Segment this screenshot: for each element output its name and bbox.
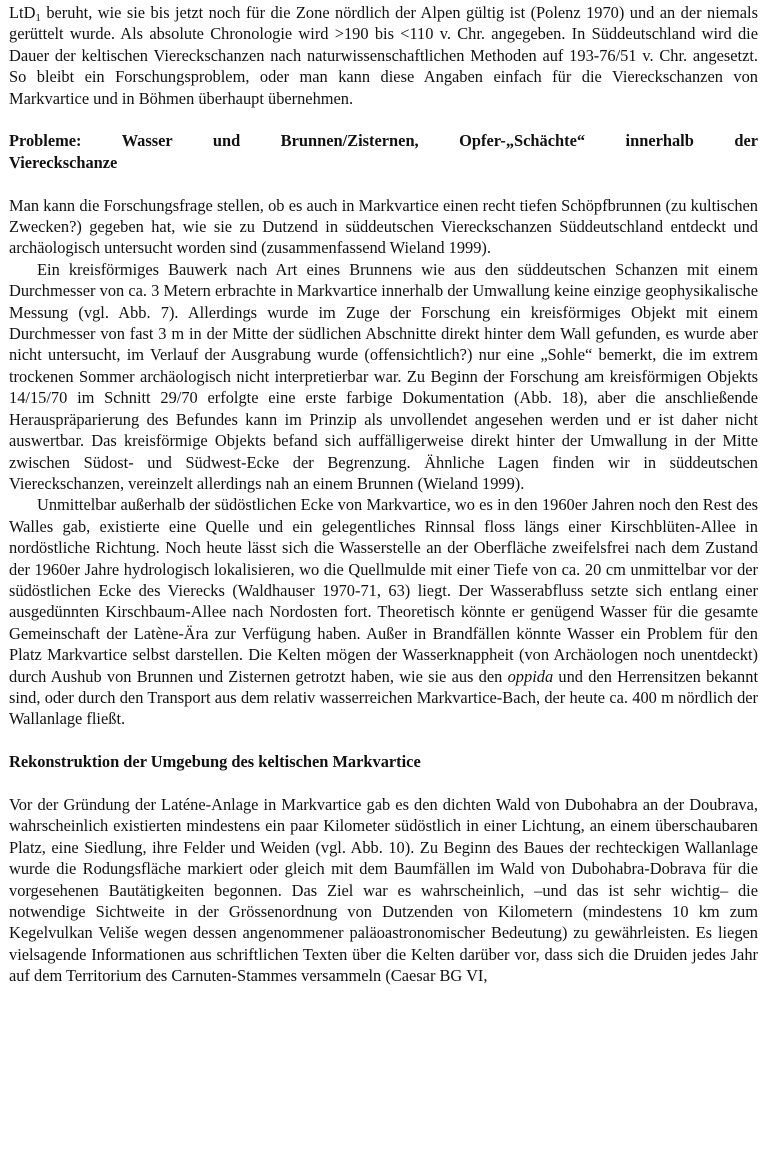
- paragraph-research-question: Man kann die Forschungsfrage stellen, ob es auch in Markvartice einen recht tiefen Schöpfbrunnen (zu kultischen Zwecken?) gegeben hat, wie sie zu Dutzend in süddeutschen Viereckschanzen Süddeutschland entdeckt und archäologisch untersucht worden sind (zusammenfassend Wieland 1999).: [9, 195, 758, 258]
- spacer: [9, 730, 758, 751]
- spacer: [9, 773, 758, 794]
- paragraph-chronology: [9, 2, 758, 109]
- italic-term: oppida: [507, 666, 554, 686]
- text-run: beruht, wie sie bis jetzt noch für die Zone nördlich der Alpen gültig ist (Polenz 1970) und an der niemals gerüttelt wurde. Als absolute Chronologie wird >190 bis <110 v. Chr. angegeben. In Süddeutschland wird die Dauer der keltischen Viereckschanzen nach naturwissenschaftlichen Methoden auf 193-76/51 v. Chr. angesetzt. So bleibt ein Forschungsproblem, oder man kann diese Angaben einfach für die Viereckschanzen von Markvartice und in Böhmen überhaupt übernehmen.: [9, 3, 758, 108]
- heading-line-2: Viereckschanze: [9, 152, 118, 172]
- heading-line-1: Probleme: Wasser und Brunnen/Zisternen, Opfer-„Schächte“ innerhalb der: [9, 131, 758, 151]
- section-heading-reconstruction: Rekonstruktion der Umgebung des keltischen Markvartice: [9, 752, 421, 772]
- text-run: LtD: [9, 3, 36, 22]
- spacer: [9, 109, 758, 130]
- subscript: 1: [35, 12, 41, 24]
- paragraph-circular-object: Ein kreisförmiges Bauwerk nach Art eines Brunnens wie aus den süddeutschen Schanzen mit einem Durchmesser von ca. 3 Metern erbrachte in Markvartice innerhalb der Umwallung keine einzige geophysikalische Messung (vgl. Abb. 7). Allerdings wurde im Zuge der Forschung ein kreisförmiges Objekt mit einem Durchmesser von fast 3 m in der Mitte der südlichen Abschnitte direkt hinter dem Wall gefunden, es wurde aber nicht untersucht, im Verlauf der Ausgrabung wurde (offensichtlich?) nur eine „Sohle“ bemerkt, die im extrem trockenen Sommer archäologisch nicht interpretierbar war. Zu Beginn der Forschung am kreisförmigen Objekts 14/15/70 im Schnitt 29/70 erfolgte eine erste farbige Dokumentation (Abb. 18), aber die anschließende Herauspräparierung des Befundes kann im Prinzip als unvollendet angesehen werden und er ist daher nicht auswertbar. Das kreisförmige Objekts befand sich auffälligerweise direkt hinter der Umwallung in der Mitte zwischen Südost- und Südwest-Ecke der Begrenzung. Ähnliche Lagen finden wir in süddeutschen Viereckschanzen, vereinzelt allerdings nah an einem Brunnen (Wieland 1999).: [9, 259, 758, 493]
- paragraph-reconstruction: Vor der Gründung der Laténe-Anlage in Markvartice gab es den dichten Wald von Dubohabra an der Doubrava, wahrscheinlich existierten mindestens ein paar Kilometer südöstlich in einer Lichtung, an einem überschaubaren Platz, eine Siedlung, ihre Felder und Weiden (vgl. Abb. 10). Zu Beginn des Baues der rechteckigen Wallanlage wurde die Rodungsfläche markiert oder gleich mit dem Baumfällen im Wald von Dubohabra-Dobrava für die vorgesehenen Bautätigkeiten begonnen. Das Ziel war es wahrscheinlich, –und das ist sehr wichtig– die notwendige Sichtweite in der Grössenordnung von Dutzenden von Kilometern (mindestens 10 km zum Kegelvulkan Velіše wegen dessen angenommener paläoastronomischer Bedeutung) zu gewährleisten. Es liegen vielsagende Informationen aus schriftlichen Texten über die Kelten darüber vor, dass sich die Druiden jedes Jahr auf dem Territorium des Carnuten-Stammes versammeln (Caesar BG VI,: [9, 794, 758, 986]
- text-run: Unmittelbar außerhalb der südöstlichen Ecke von Markvartice, wo es in den 1960er Jahren noch den Rest des Walles gab, existierte eine Quelle und ein gelegentliches Rinnsal floss längs einer Kirschblüten-Allee in nordöstliche Richtung. Noch heute lässt sich die Wasserstelle an der Oberfläche zweifelsfrei nach dem Zustand der 1960er Jahre hydrologisch lokalisieren, wo die Quellmulde mit einer Tiefe von ca. 20 cm unmittelbar vor der südöstlichen Ecke des Vierecks (Waldhauser 1970-71, 63) liegt. Der Wasserabfluss setzte sich entlang einer ausgedünnten Kirschbaum-Allee nach Nordosten fort. Theoretisch könnte er genügend Wasser für die gesamte Gemeinschaft der Latène-Ära zur Verfügung haben. Außer in Brandfällen könnte Wasser ein Problem für den Platz Markvartice selbst darstellen. Die Kelten mögen der Wasserknappheit (von Archäologen noch unentdeckt) durch Aushub von Brunnen und Zisternen getrotzt haben, wie sie aus den: [9, 495, 758, 686]
- paragraph-water-source: [9, 494, 758, 729]
- spacer: [9, 173, 758, 194]
- text-run: und den Herrensitzen bekannt sind, oder durch den Transport aus dem relativ wasserreichen Markvartice-Bach, der heute ca. 400 m nördlich der Wallanlage fließt.: [9, 666, 759, 729]
- section-heading-water: [9, 130, 758, 173]
